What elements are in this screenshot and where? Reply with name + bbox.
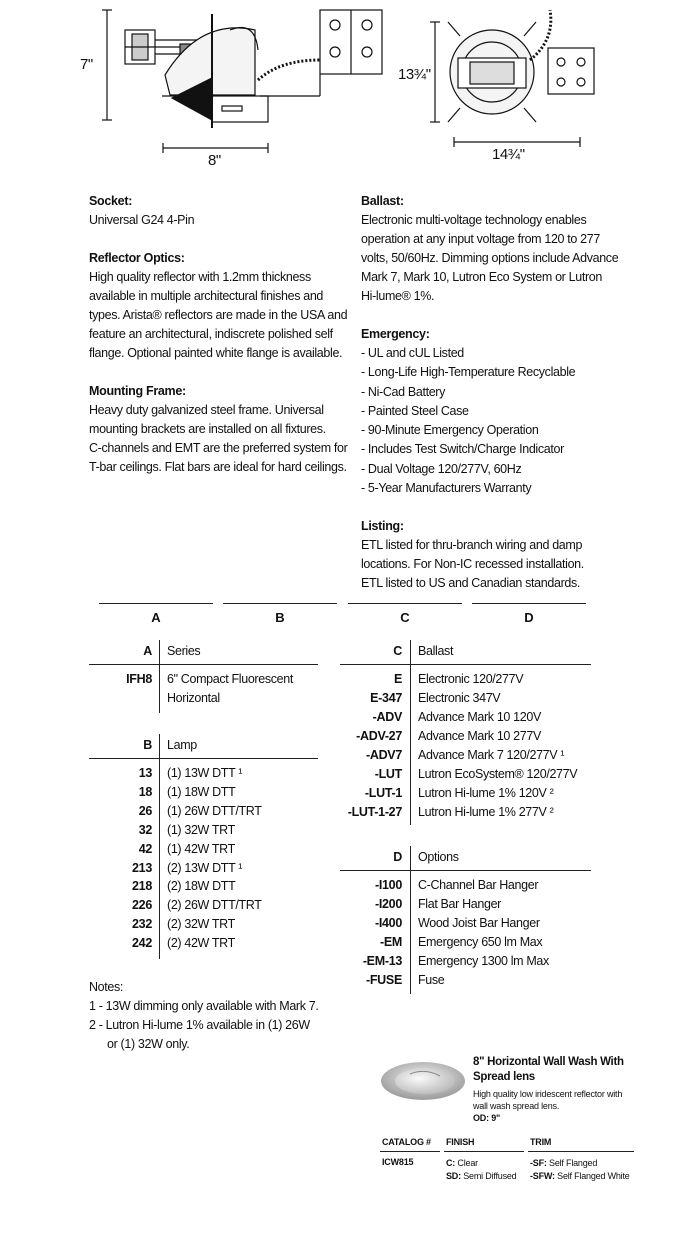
table-row-desc: (2) 18W DTT (167, 879, 236, 894)
socket-heading: Socket: (89, 194, 133, 208)
table-row-desc: C-Channel Bar Hanger (418, 878, 539, 892)
accessory-title-2: Spread lens (473, 1071, 535, 1083)
top-view-svg (430, 0, 600, 150)
table-row-code: -FUSE (365, 973, 402, 987)
table-row-code: -I400 (375, 916, 402, 930)
table-row-code: 226 (132, 898, 152, 913)
listing-heading: Listing: (361, 519, 404, 534)
table-row-code: 13 (138, 766, 152, 780)
order-column-c: C (400, 610, 410, 625)
table-row-code: -LUT-1 (364, 786, 402, 800)
mounting-line: Heavy duty galvanized steel frame. Universal (89, 403, 324, 417)
ballast-rule (340, 664, 591, 665)
accessory-trim-image (380, 1060, 466, 1102)
series-letter: A (143, 644, 152, 658)
trim-ring-icon (380, 1060, 466, 1102)
catalog-header: CATALOG # (382, 1137, 431, 1147)
front-view-drawing (80, 0, 390, 175)
trim-header: TRIM (530, 1137, 552, 1147)
lamp-rule (89, 758, 318, 759)
lamp-title: Lamp (167, 738, 197, 752)
series-desc: 6" Compact Fluorescent (167, 672, 293, 686)
emergency-heading: Emergency: (361, 327, 430, 341)
table-row-desc: Wood Joist Bar Hanger (418, 916, 540, 930)
table-row-desc: (2) 13W DTT ¹ (167, 860, 243, 875)
mounting-line: T-bar ceilings. Flat bars are ideal for hard ceilings. (89, 460, 347, 474)
trim-code: -SFW: (530, 1171, 555, 1181)
table-row-code: -ADV-27 (356, 729, 402, 743)
ballast-line: volts, 50/60Hz. Dimming options include Advance (361, 251, 619, 265)
table-row-code: -LUT-1-27 (347, 805, 402, 819)
reflector-line: feature an architectural, indiscrete polished self (89, 327, 333, 341)
order-column-d: D (524, 610, 534, 625)
series-divider (159, 640, 160, 713)
reflector-line: available in multiple architectural finishes and (89, 289, 324, 303)
table-row-code: -ADV7 (365, 748, 402, 762)
table-row-desc: (1) 32W TRT (167, 822, 235, 837)
emergency-list (361, 344, 631, 498)
order-rule-b (223, 603, 337, 604)
accessory-desc: High quality low iridescent reflector with (473, 1089, 623, 1099)
table-row-desc: (1) 26W DTT/TRT (167, 803, 262, 818)
table-row-code: 213 (132, 860, 152, 875)
ballast-divider (410, 640, 411, 825)
table-row-code: -I100 (375, 878, 402, 892)
listing-line: ETL listed to US and Canadian standards. (361, 576, 581, 591)
accessory-od: OD: 9" (473, 1113, 501, 1123)
table-row-code: 242 (132, 936, 152, 951)
finish-header: FINISH (446, 1137, 475, 1147)
table-row-desc: Emergency 650 lm Max (418, 935, 543, 949)
table-row-code: -I200 (375, 897, 402, 911)
series-rule (89, 664, 318, 665)
ballast-line: operation at any input voltage from 120 to 277 (361, 232, 600, 246)
order-rule-c (348, 603, 462, 604)
trim-label: Self Flanged (549, 1158, 598, 1168)
accessory-desc-2: wall wash spread lens. (473, 1101, 560, 1111)
notes-heading: Notes: (89, 980, 124, 994)
series-title: Series (167, 644, 201, 658)
ballast-letter: C (393, 644, 402, 658)
series-code: IFH8 (126, 672, 152, 686)
accessory-rule-1 (380, 1151, 440, 1152)
table-row-code: 218 (132, 879, 152, 894)
list-item: - Includes Test Switch/Charge Indicator (361, 442, 564, 457)
order-rule-d (472, 603, 586, 604)
table-row-code: 18 (138, 784, 152, 799)
table-row-desc: Advance Mark 10 120V (418, 710, 541, 724)
table-row-desc: (2) 32W TRT (167, 917, 235, 932)
list-item: - 90-Minute Emergency Operation (361, 423, 539, 438)
note-1: 1 - 13W dimming only available with Mark 7. (89, 999, 319, 1013)
accessory-title: 8" Horizontal Wall Wash With (473, 1056, 624, 1068)
table-row-code: -LUT (374, 767, 402, 781)
table-row-desc: Electronic 120/277V (418, 672, 524, 686)
options-divider (410, 846, 411, 994)
ballast-line: Electronic multi-voltage technology enables (361, 213, 587, 227)
table-row-code: E (393, 672, 402, 686)
table-row-code: E-347 (370, 691, 402, 705)
finish-code: SD: (446, 1171, 461, 1181)
table-row-desc: Advance Mark 10 277V (418, 729, 541, 743)
table-row-desc: Lutron Hi-lume 1% 277V ² (418, 805, 554, 819)
catalog-number: ICW815 (382, 1157, 414, 1167)
list-item: - UL and cUL Listed (361, 346, 464, 360)
left-spec-column (89, 192, 354, 477)
notes (89, 978, 329, 1054)
front-view-svg (80, 0, 390, 175)
table-row-desc: (1) 18W DTT (167, 784, 236, 799)
order-column-b: B (275, 610, 285, 625)
table-row-code: -ADV (372, 710, 402, 724)
series-desc-2: Horizontal (167, 691, 220, 705)
trim-option (530, 1157, 630, 1183)
ballast-heading: Ballast: (361, 194, 404, 208)
note-2-cont: or (1) 32W only. (107, 1037, 190, 1051)
accessory-info (473, 1055, 673, 1124)
mounting-heading: Mounting Frame: (89, 384, 186, 398)
lamp-letter: B (143, 738, 152, 752)
listing-line: ETL listed for thru-branch wiring and damp (361, 538, 583, 553)
table-row-desc: (1) 42W TRT (167, 841, 235, 856)
list-item: - Ni-Cad Battery (361, 384, 446, 399)
top-view-drawing (430, 0, 600, 150)
list-item: - Dual Voltage 120/277V, 60Hz (361, 461, 522, 476)
list-item: - 5-Year Manufacturers Warranty (361, 481, 532, 496)
options-letter: D (393, 850, 402, 864)
reflector-line: flange. Optional painted white flange is available. (89, 346, 343, 360)
table-row-desc: Electronic 347V (418, 691, 501, 705)
socket-body: Universal G24 4-Pin (89, 213, 195, 227)
ballast-title: Ballast (418, 644, 454, 658)
finish-option (446, 1157, 516, 1183)
accessory-rule-3 (528, 1151, 634, 1152)
table-row-code: 42 (138, 841, 152, 856)
accessory-rule-2 (444, 1151, 524, 1152)
table-row-desc: Fuse (418, 973, 445, 987)
table-row-desc: Advance Mark 7 120/277V ¹ (418, 748, 565, 762)
dimension-height-top: 13¾" (398, 66, 431, 83)
trim-code: -SF: (530, 1158, 547, 1168)
order-column-a: A (151, 610, 161, 625)
dimension-width-front: 8" (208, 152, 221, 169)
table-row-desc: Lutron Hi-lume 1% 120V ² (418, 786, 554, 800)
mounting-line: mounting brackets are installed on all fixtures. (89, 422, 326, 436)
options-title: Options (418, 850, 459, 864)
finish-code: C: (446, 1158, 456, 1168)
list-item: - Long-Life High-Temperature Recyclable (361, 365, 576, 380)
options-rule (340, 870, 591, 871)
right-spec-column (361, 192, 631, 593)
ballast-line: Hi-lume® 1%. (361, 289, 435, 303)
reflector-line: types. Arista® reflectors are made in the USA and (89, 308, 348, 322)
table-row-code: 32 (138, 822, 152, 837)
reflector-heading: Reflector Optics: (89, 251, 185, 265)
finish-label: Clear (457, 1158, 478, 1168)
table-row-desc: Flat Bar Hanger (418, 897, 501, 911)
list-item: - Painted Steel Case (361, 403, 469, 418)
table-row-desc: (1) 13W DTT ¹ (167, 766, 243, 780)
order-rule-a (99, 603, 213, 604)
table-row-desc: (2) 26W DTT/TRT (167, 898, 262, 913)
reflector-line: High quality reflector with 1.2mm thickness (89, 270, 311, 284)
table-row-desc: Lutron EcoSystem® 120/277V (418, 767, 578, 781)
ballast-line: Mark 7, Mark 10, Lutron Eco System or Lutron (361, 270, 602, 284)
table-row-desc: (2) 42W TRT (167, 936, 235, 951)
note-2: 2 - Lutron Hi-lume 1% available in (1) 26W (89, 1018, 310, 1032)
lamp-divider (159, 734, 160, 959)
mounting-line: C-channels and EMT are the preferred system for (89, 441, 348, 455)
table-row-code: 26 (138, 803, 152, 818)
dimension-width-top: 14¾" (492, 146, 525, 163)
table-row-desc: Emergency 1300 lm Max (418, 954, 549, 968)
finish-label: Semi Diffused (463, 1171, 517, 1181)
listing-line: locations. For Non-IC recessed installation. (361, 557, 584, 572)
table-row-code: -EM (379, 935, 402, 949)
table-row-code: -EM-13 (362, 954, 402, 968)
trim-label: Self Flanged White (557, 1171, 630, 1181)
dimension-height-front: 7" (80, 56, 93, 73)
table-row-code: 232 (132, 917, 152, 932)
